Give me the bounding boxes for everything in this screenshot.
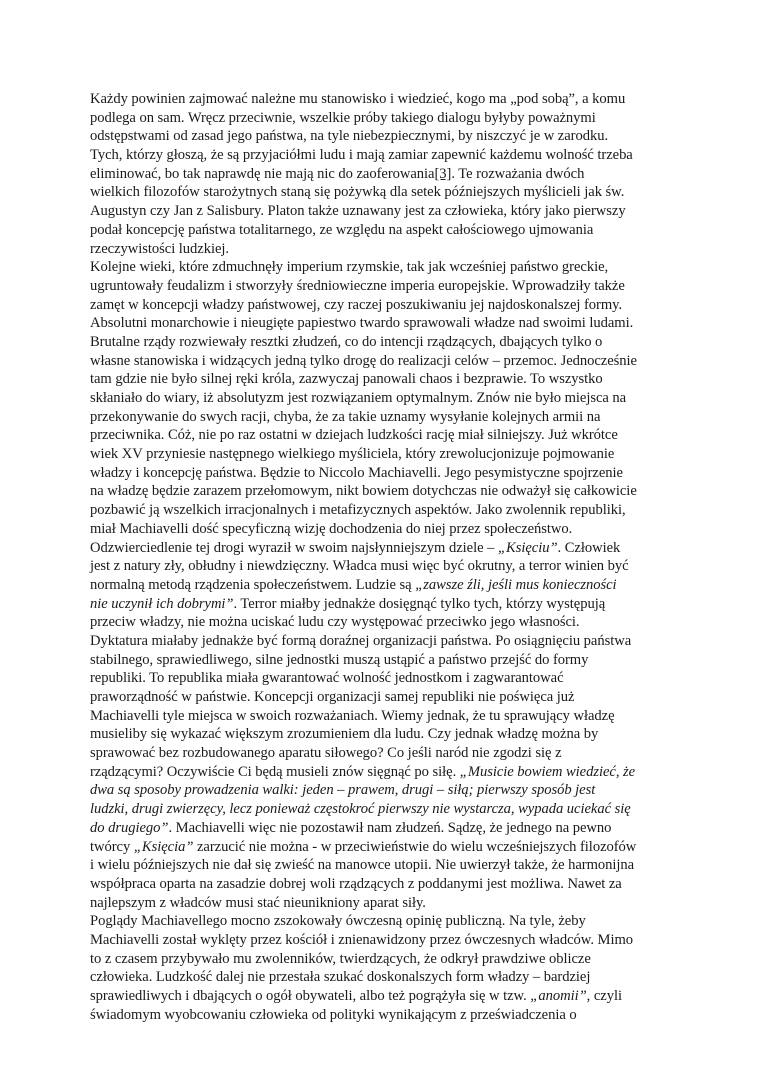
text-segment: Brutalne rządy rozwiewały resztki złudzeń, co do intencji rządzących, dbających tylko o (90, 333, 603, 350)
text-line (90, 744, 670, 763)
text-line (90, 707, 670, 726)
text-line (90, 819, 670, 838)
italic-quote: nie uczynił ich dobrymi” (90, 595, 234, 612)
text-line (90, 109, 670, 128)
text-segment: przeciwnika. Cóż, nie po raz ostatni w dziejach ludzkości rację miał silniejszy. Już wkrótce (90, 427, 618, 444)
text-line (90, 651, 670, 670)
text-line (90, 90, 670, 109)
text-line (90, 632, 670, 651)
text-line (90, 576, 670, 595)
text-segment: twórcy (90, 838, 134, 855)
text-line (90, 912, 670, 931)
text-segment: najlepszym z władców musi stać nieunikniony aparat siły. (90, 894, 426, 911)
text-line (90, 688, 670, 707)
text-segment: Poglądy Machiavellego mocno zszokowały ówczesną opinię publiczną. Na tyle, żeby (90, 913, 586, 930)
text-line (90, 838, 670, 857)
text-segment: sprawiedliwych i dbających o ogół obywateli, albo też pogrążyła się w tzw. (90, 988, 531, 1004)
text-segment: i wielu późniejszych nie dał się zwieść na manowce utopii. Nie uwierzył także, że harmonijna (90, 857, 635, 874)
text-line (90, 464, 670, 483)
text-line (90, 875, 670, 894)
text-line (90, 763, 670, 782)
text-segment: praworządność w państwie. Koncepcji organizacji samej republiki nie poświęca już (90, 689, 575, 705)
text-line (90, 781, 670, 800)
text-line (90, 894, 670, 913)
text-line (90, 1006, 670, 1025)
text-segment: rzeczywistości ludzkiej. (90, 240, 230, 257)
text-segment: musieliby się wykazać większym zrozumieniem dla ludu. Czy jednak władzę można by (90, 726, 599, 743)
text-line (90, 856, 670, 875)
text-segment: Kolejne wieki, które zdmuchnęły imperium rzymskie, tak jak wcześniej państwo greckie, (90, 259, 609, 276)
text-line (90, 352, 670, 371)
text-segment: odstępstwami od zasad jego państwa, na tyle niebezpiecznymi, by niszczyć je w zarodku. (90, 128, 609, 145)
text-segment: Odzwierciedlenie tej drogi wyraził w swoim najsłynniejszym dziele – (90, 539, 498, 556)
text-segment: Machiavelli tyle miejsca w swoich rozważaniach. Wiemy jednak, że tu sprawujący władzę (90, 707, 615, 724)
text-line (90, 240, 670, 259)
text-segment: podał koncepcję państwa totalitarnego, ze względu na aspekt całościowego ujmowania (90, 221, 594, 238)
text-segment: Absolutni monarchowie i nieugięte papiestwo twardo sprawowali władze nad swoimi ludami. (90, 315, 634, 332)
text-line (90, 950, 670, 969)
text-line (90, 258, 670, 277)
text-line (90, 370, 670, 389)
text-line (90, 968, 670, 987)
italic-quote: dwa są sposoby prowadzenia walki: jeden – prawem, drugi – siłą; pierwszy sposób jest (90, 782, 596, 799)
italic-quote: ludzki, drugi zwierzęcy, lecz ponieważ częstokroć pierwszy nie wystarcza, wypada uciekać się (90, 801, 631, 818)
text-line (90, 183, 670, 202)
text-line (90, 165, 670, 184)
text-segment: Augustyn czy Jan z Salisbury. Platon także uznawany jest za człowieka, który jako pierwszy (90, 203, 626, 220)
text-segment: . Terror miałby jednakże dosięgnąć tylko tych, którzy występują (233, 595, 606, 612)
text-segment: ugruntowały feudalizm i stworzyły średniowieczne imperia europejskie. Wprowadziły także (90, 277, 625, 294)
text-line (90, 669, 670, 688)
text-line (90, 408, 670, 427)
text-segment: rządzącymi? Oczywiście Ci będą musieli znów sięgnąć po siłę. (90, 763, 460, 780)
text-segment: . Te rozważania dwóch (451, 165, 585, 182)
text-line (90, 501, 670, 520)
text-segment: przekonywanie do swych racji, chyba, że za takie uznamy wysyłanie kolejnych armii na (90, 408, 601, 425)
text-line (90, 333, 670, 352)
italic-quote: „anomii” (530, 988, 587, 1004)
text-segment: Dyktatura miałaby jednakże być formą doraźnej organizacji państwa. Po osiągnięciu państwa (90, 632, 632, 649)
text-line (90, 520, 670, 539)
text-segment: wiek XV przyniesie następnego wielkiego myśliciela, który zrewolucjonizuje pojmowanie (90, 446, 615, 463)
text-line (90, 146, 670, 165)
text-segment: przeciw władzy, nie można uciskać ludu czy występować przeciwko jego własności. (90, 614, 580, 631)
document-body (90, 90, 670, 1024)
text-segment: , czyli (586, 988, 622, 1004)
text-segment: współpraca oparta na zasadzie dobrej woli rządzących z poddanymi jest możliwa. Nawet za (90, 875, 622, 892)
text-segment: to z czasem przybywało mu zwolenników, twierdzących, że odkrył prawdziwe oblicze (90, 950, 591, 967)
text-line (90, 426, 670, 445)
text-segment: eliminować, bo tak naprawdę nie mają nic do zaoferowania (90, 165, 435, 182)
text-segment: sprawować bez rozbudowanego aparatu siłowego? Co jeśli naród nie zgodzi się z (90, 745, 562, 762)
text-line (90, 931, 670, 950)
text-line (90, 613, 670, 632)
footnote-link[interactable]: [3] (434, 165, 452, 182)
italic-quote: „zawsze źli, jeśli mus konieczności (415, 576, 617, 593)
text-line (90, 557, 670, 576)
text-line (90, 202, 670, 221)
text-segment: człowieka. Ludzkość dalej nie przestała szukać doskonalszych form władzy – bardziej (90, 969, 591, 986)
text-line (90, 482, 670, 501)
italic-quote: „Księcia” (133, 838, 194, 855)
text-segment: miał Machiavelli dość specyficzną wizję dochodzenia do niej przez społeczeństwo. (90, 520, 573, 537)
text-segment: republiki. To republika miała gwarantować wolność jednostkom i zagwarantować (90, 670, 564, 687)
text-segment: zamęt w koncepcji władzy państwowej, czy raczej poszukiwaniu jej najdoskonalszej formy. (90, 296, 623, 313)
text-segment: władzy i koncepcję państwa. Będzie to Niccolo Machiavelli. Jego pesymistyczne spojrzenie (90, 464, 623, 481)
text-line (90, 221, 670, 240)
text-segment: jest z natury zły, obłudny i niewdzięczny. Władca musi więc być okrutny, a terror winien być (90, 558, 629, 575)
text-segment: Każdy powinien zajmować należne mu stanowisko i wiedzieć, kogo ma „pod sobą”, a komu (90, 91, 626, 107)
text-segment: wielkich filozofów starożytnych staną się pożywką dla setek późniejszych myślicieli jak św. (90, 184, 625, 201)
text-segment: stabilnego, sprawiedliwego, silne jednostki muszą ustąpić a państwo przejść do formy (90, 651, 589, 668)
italic-quote: do drugiego” (90, 819, 169, 836)
text-line (90, 987, 670, 1006)
text-segment: własne stanowiska i widzących jedną tylko drogę do realizacji celów – przemoc. Jednocześnie (90, 352, 637, 369)
text-segment: pozbawić ją wszelkich irracjonalnych i metafizycznych aspektów. Jako zwolennik republiki, (90, 502, 626, 519)
text-segment: skłaniało do wiary, iż absolutyzm jest rozwiązaniem optymalnym. Znów nie było miejsca na (90, 390, 627, 406)
text-line (90, 539, 670, 558)
text-line (90, 725, 670, 744)
text-segment: podlega on sam. Wręcz przeciwnie, wszelkie próby takiego dialogu byłyby poważnymi (90, 109, 596, 126)
text-segment: na władzę będzie zarazem przełomowym, nikt bowiem dotychczas nie odważył się całkowicie (90, 483, 637, 500)
italic-quote: „Musicie bowiem wiedzieć, że (459, 763, 636, 780)
text-line (90, 277, 670, 296)
text-line (90, 800, 670, 819)
text-segment: świadomym wyobcowaniu człowieka od polityki wynikającym z przeświadczenia o (90, 1006, 577, 1023)
text-line (90, 445, 670, 464)
text-line (90, 389, 670, 408)
text-segment: . Machiavelli więc nie pozostawił nam złudzeń. Sądzę, że jednego na pewno (168, 819, 612, 836)
text-line (90, 314, 670, 333)
text-segment: zarzucić nie można - w przeciwieństwie do wielu wcześniejszych filozofów (193, 838, 637, 855)
italic-quote: „Księciu” (497, 539, 558, 556)
text-line (90, 127, 670, 146)
text-line (90, 595, 670, 614)
text-segment: Machiavelli został wyklęty przez kościół i znienawidzony przez ówczesnych władców. Mimo (90, 931, 633, 948)
text-line (90, 296, 670, 315)
text-segment: . Człowiek (557, 539, 621, 556)
text-segment: Tych, którzy głoszą, że są przyjaciółmi ludu i mają zamiar zapewnić każdemu wolność trzeba (90, 147, 633, 164)
text-segment: tam gdzie nie było silnej ręki króla, zazwyczaj panowali chaos i bezprawie. To wszystko (90, 371, 603, 388)
text-segment: normalną metodą rządzenia społeczeństwem. Ludzie są (90, 576, 416, 593)
